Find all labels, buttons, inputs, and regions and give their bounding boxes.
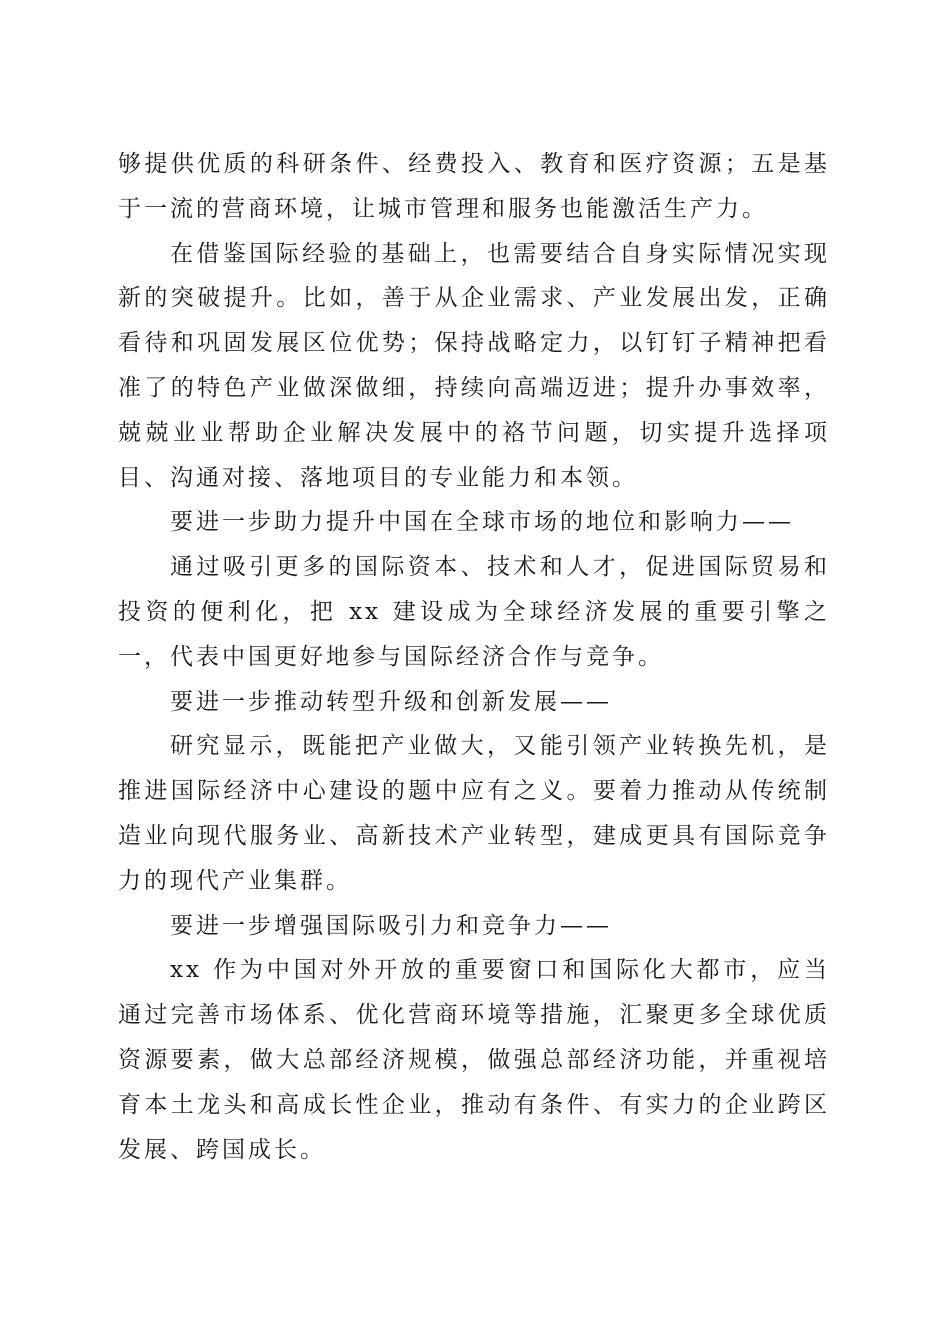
section-heading-transformation: 要进一步推动转型升级和创新发展—— [170,688,612,715]
paragraph-transformation: 研究显示，既能把产业做大，又能引领产业转换先机，是推进国际经济中心建设的题中应有之义。要着力推动从传统制造业向现代服务业、高新技术产业转型，建成更具有国际竞争力的现代产业集群。 [118,733,830,894]
document-body [118,142,830,1172]
section-heading-global-position: 要进一步助力提升中国在全球市场的地位和影响力—— [170,509,794,536]
section-heading-attraction: 要进一步增强国际吸引力和竞争力—— [170,912,612,939]
paragraph-attraction: xx 作为中国对外开放的重要窗口和国际化大都市，应当通过完善市场体系、优化营商环境等措施，汇聚更多全球优质资源要素，做大总部经济规模，做强总部经济功能，并重视培育本土龙头和高成长性企业，推动有条件、有实力的企业跨区发展、跨国成长。 [118,957,830,1163]
paragraph-international-experience: 在借鉴国际经验的基础上，也需要结合自身实际情况实现新的突破提升。比如，善于从企业需求、产业发展出发，正确看待和巩固发展区位优势；保持战略定力，以钉钉子精神把看准了的特色产业做深做细，持续向高端迈进；提升办事效率，兢兢业业帮助企业解决发展中的袼节问题，切实提升选择项目、沟通对接、落地项目的专业能力和本领。 [118,240,830,491]
paragraph-global-position: 通过吸引更多的国际资本、技术和人才，促进国际贸易和投资的便利化，把 xx 建设成为全球经济发展的重要引擎之一，代表中国更好地参与国际经济合作与竞争。 [118,554,830,670]
paragraph-continuation: 够提供优质的科研条件、经费投入、教育和医疗资源；五是基于一流的营商环境，让城市管理和服务也能激活生产力。 [118,151,830,222]
